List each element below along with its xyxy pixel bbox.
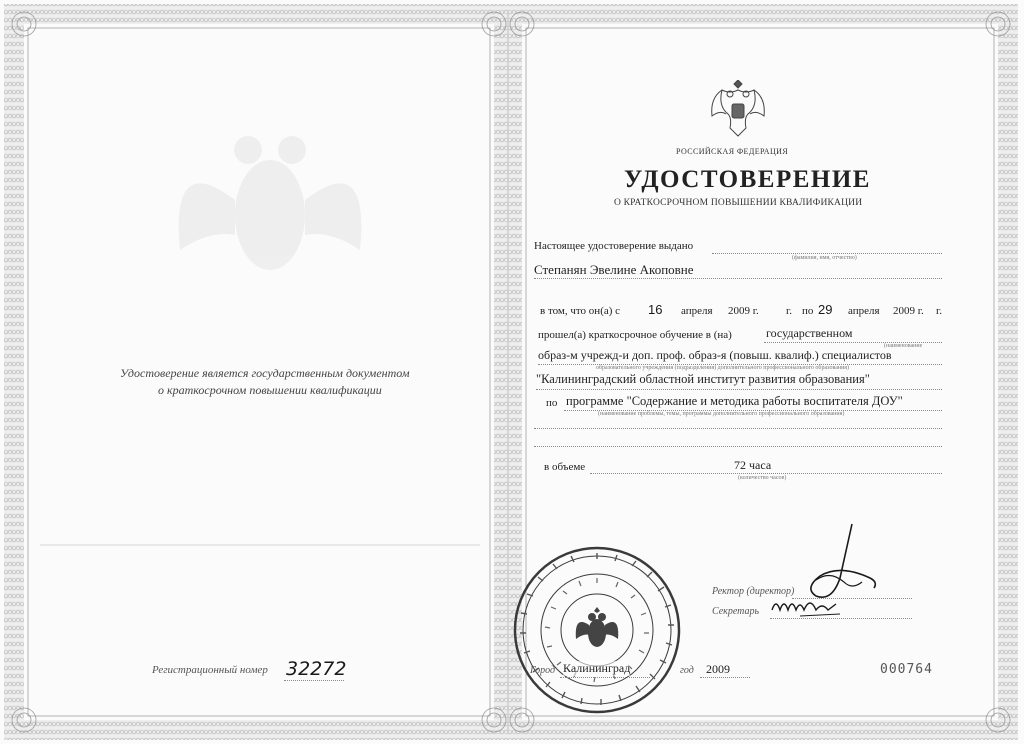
to-month: апреля	[848, 305, 880, 317]
to-year-unit: г.	[936, 305, 943, 317]
period-prefix: в том, что он(а) с	[540, 305, 621, 317]
period-by: по	[802, 305, 814, 317]
year-label: год	[680, 665, 694, 676]
program-note: (наименование проблемы, темы, программы дополнительного профессионального образования)	[598, 411, 845, 417]
volume-note: (количество часов)	[738, 475, 787, 481]
name-note: (фамилия, имя, отчество)	[792, 255, 857, 261]
institution-note-1: (наименование	[884, 343, 923, 349]
institution-type-1: государственном	[766, 326, 853, 340]
from-year-unit: г.	[786, 305, 793, 317]
city-value: Калининград	[563, 661, 631, 675]
program-prefix: по	[546, 397, 558, 409]
document-subtitle: О КРАТКОСРОЧНОМ ПОВЫШЕНИИ КВАЛИФИКАЦИИ	[614, 198, 863, 208]
coat-of-arms-icon	[708, 80, 768, 142]
secretary-label: Секретарь	[712, 606, 760, 617]
volume-value: 72 часа	[734, 458, 772, 472]
secretary-signature	[770, 592, 860, 622]
document-title: УДОСТОВЕРЕНИЕ	[624, 166, 871, 193]
issued-label: Настоящее удостоверение выдано	[534, 240, 694, 252]
country-name: РОССИЙСКАЯ ФЕДЕРАЦИЯ	[676, 147, 789, 156]
institution-type-2: образ-м учрежд-и доп. проф. образ-я (повыш. квалиф.) специалистов	[538, 348, 892, 362]
left-statement-line2: о краткосрочном повышении квалификации	[158, 383, 382, 397]
from-year: 2009 г.	[728, 305, 759, 317]
recipient-name: Степанян Эвелине Акоповне	[534, 262, 694, 277]
from-day: 16	[648, 302, 663, 317]
to-year: 2009 г.	[893, 305, 924, 317]
official-seal-icon	[512, 545, 682, 715]
year-value: 2009	[706, 662, 730, 676]
city-label: Город	[530, 665, 556, 676]
program-name: программе "Содержание и методика работы воспитателя ДОУ"	[566, 394, 903, 408]
reg-number-line	[284, 680, 344, 681]
training-label: прошел(а) краткосрочное обучение в (на)	[538, 329, 732, 341]
institution-name: "Калининградский областной институт развития образования"	[536, 372, 870, 386]
to-day: 29	[818, 302, 833, 317]
registration-number: 32272	[286, 658, 347, 680]
serial-number: 000764	[880, 662, 933, 677]
left-statement-line1: Удостоверение является государственным документом	[120, 366, 410, 380]
institution-note-2: образовательного учреждения (подразделения) дополнительного профессионального образования)	[596, 365, 850, 371]
volume-label: в объеме	[544, 461, 586, 473]
from-month: апреля	[681, 305, 713, 317]
registration-label: Регистрационный номер	[152, 664, 268, 676]
rector-label: Ректор (директор)	[712, 586, 795, 597]
